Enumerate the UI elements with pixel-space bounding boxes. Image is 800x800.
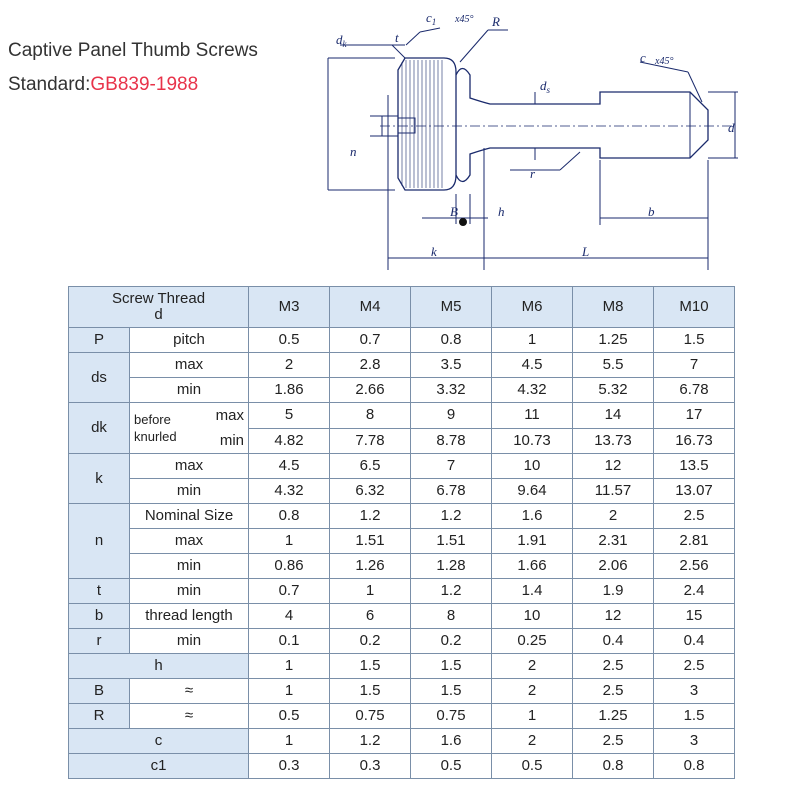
h-label: h xyxy=(498,204,505,219)
table-cell: 4.82 xyxy=(249,428,330,454)
param-label: c1 xyxy=(69,754,249,779)
dk-label: $d_k$ xyxy=(336,32,347,49)
sub-label: min xyxy=(130,579,249,604)
table-cell: 0.4 xyxy=(573,629,654,654)
ds-label: $d_s$ xyxy=(540,78,551,95)
table-cell: 0.8 xyxy=(654,754,735,779)
table-cell: 0.2 xyxy=(411,629,492,654)
table-cell: 1.6 xyxy=(411,729,492,754)
table-cell: 1.66 xyxy=(492,554,573,579)
table-row xyxy=(69,629,735,654)
sub-label: min xyxy=(219,432,244,449)
table-cell: 3 xyxy=(654,679,735,704)
table-cell: 0.75 xyxy=(330,704,411,729)
table-cell: 8 xyxy=(411,604,492,629)
table-cell: 0.8 xyxy=(573,754,654,779)
table-cell: 6.78 xyxy=(411,479,492,504)
knurled-note: before knurled xyxy=(134,412,177,444)
standard-label: Standard: xyxy=(8,74,91,95)
table-cell: 1.9 xyxy=(573,579,654,604)
table-cell: 2.56 xyxy=(654,554,735,579)
dk-sub-labels xyxy=(130,403,249,454)
table-cell: 0.5 xyxy=(249,328,330,353)
k-label: k xyxy=(431,244,437,259)
table-cell: 1 xyxy=(249,729,330,754)
table-cell: 0.4 xyxy=(654,629,735,654)
R-label: R xyxy=(492,14,500,29)
size-header: M4 xyxy=(330,287,411,328)
d-label: d xyxy=(728,120,735,135)
table-row xyxy=(69,704,735,729)
table-cell: 15 xyxy=(654,604,735,629)
table-cell: 2.81 xyxy=(654,529,735,554)
table-row xyxy=(69,554,735,579)
table-cell: 0.75 xyxy=(411,704,492,729)
table-cell: 1 xyxy=(330,579,411,604)
table-cell: 8.78 xyxy=(411,428,492,454)
table-cell: 2 xyxy=(573,504,654,529)
sub-label: min xyxy=(130,479,249,504)
table-cell: 13.5 xyxy=(654,454,735,479)
table-cell: 1 xyxy=(492,328,573,353)
table-cell: 0.2 xyxy=(330,629,411,654)
standard-line xyxy=(8,74,198,96)
table-cell: 0.8 xyxy=(249,504,330,529)
table-cell: 10 xyxy=(492,454,573,479)
table-row xyxy=(69,729,735,754)
sub-label: pitch xyxy=(130,328,249,353)
table-cell: 10 xyxy=(492,604,573,629)
table-cell: 2.5 xyxy=(573,679,654,704)
table-row xyxy=(69,529,735,554)
table-cell: 2.8 xyxy=(330,353,411,378)
size-header: M10 xyxy=(654,287,735,328)
sub-label: min xyxy=(130,554,249,579)
table-row xyxy=(69,679,735,704)
size-header: M5 xyxy=(411,287,492,328)
t-label: t xyxy=(395,30,399,45)
table-cell: 3 xyxy=(654,729,735,754)
table-cell: 16.73 xyxy=(654,428,735,454)
table-cell: 2.5 xyxy=(654,654,735,679)
table-cell: 3.32 xyxy=(411,378,492,403)
table-cell: 6.5 xyxy=(330,454,411,479)
table-cell: 10.73 xyxy=(492,428,573,454)
table-cell: 1.5 xyxy=(411,654,492,679)
table-cell: 0.7 xyxy=(330,328,411,353)
knurl-lines xyxy=(402,60,442,188)
sub-label: thread length xyxy=(130,604,249,629)
table-cell: 0.8 xyxy=(411,328,492,353)
screw-drawing xyxy=(310,0,750,280)
table-cell: 12 xyxy=(573,604,654,629)
table-cell: 1 xyxy=(249,529,330,554)
table-cell: 1 xyxy=(492,704,573,729)
table-cell: 0.5 xyxy=(249,704,330,729)
table-cell: 14 xyxy=(573,403,654,429)
table-cell: 1.25 xyxy=(573,704,654,729)
table-row xyxy=(69,754,735,779)
table-cell: 17 xyxy=(654,403,735,429)
table-cell: 5.32 xyxy=(573,378,654,403)
table-cell: 1.4 xyxy=(492,579,573,604)
table-row xyxy=(69,604,735,629)
table-cell: 0.25 xyxy=(492,629,573,654)
table-cell: 0.3 xyxy=(249,754,330,779)
table-cell: 5.5 xyxy=(573,353,654,378)
table-row xyxy=(69,504,735,529)
r-label: r xyxy=(530,166,536,181)
table-cell: 13.73 xyxy=(573,428,654,454)
table-cell: 2.5 xyxy=(573,729,654,754)
B-label: B xyxy=(450,204,458,219)
param-label: k xyxy=(69,454,130,504)
table-cell: 2 xyxy=(249,353,330,378)
table-row xyxy=(69,403,735,429)
table-cell: 2.66 xyxy=(330,378,411,403)
size-header: M6 xyxy=(492,287,573,328)
table-cell: 2 xyxy=(492,654,573,679)
param-label: P xyxy=(69,328,130,353)
table-row xyxy=(69,328,735,353)
param-label: ds xyxy=(69,353,130,403)
table-cell: 2.5 xyxy=(573,654,654,679)
table-row xyxy=(69,479,735,504)
table-cell: 1.25 xyxy=(573,328,654,353)
param-label: c xyxy=(69,729,249,754)
table-cell: 1.26 xyxy=(330,554,411,579)
table-cell: 2.31 xyxy=(573,529,654,554)
sub-label: min xyxy=(130,629,249,654)
table-cell: 1.5 xyxy=(654,704,735,729)
table-cell: 1.5 xyxy=(411,679,492,704)
param-label: n xyxy=(69,504,130,579)
L-label: L xyxy=(582,244,590,259)
table-cell: 4 xyxy=(249,604,330,629)
screw-thread-header: Screw Thread d xyxy=(69,287,249,328)
param-label: r xyxy=(69,629,130,654)
chamfer-label-tip: x45° xyxy=(655,56,674,67)
table-cell: 1.28 xyxy=(411,554,492,579)
sub-label: max xyxy=(215,407,244,424)
table-cell: 4.32 xyxy=(492,378,573,403)
page-title: Captive Panel Thumb Screws xyxy=(8,40,258,61)
table-cell: 4.5 xyxy=(249,454,330,479)
table-cell: 1.5 xyxy=(330,679,411,704)
table-cell: 1.5 xyxy=(654,328,735,353)
table-cell: 2 xyxy=(492,679,573,704)
table-cell: 1.2 xyxy=(411,579,492,604)
table-cell: 7.78 xyxy=(330,428,411,454)
param-label: t xyxy=(69,579,130,604)
table-row xyxy=(69,654,735,679)
table-cell: 1.6 xyxy=(492,504,573,529)
table-cell: 2 xyxy=(492,729,573,754)
param-label: b xyxy=(69,604,130,629)
table-cell: 9.64 xyxy=(492,479,573,504)
table-cell: 2.4 xyxy=(654,579,735,604)
size-header: M8 xyxy=(573,287,654,328)
table-cell: 2.06 xyxy=(573,554,654,579)
table-cell: 1 xyxy=(249,679,330,704)
table-cell: 3.5 xyxy=(411,353,492,378)
table-cell: 0.7 xyxy=(249,579,330,604)
table-cell: 0.1 xyxy=(249,629,330,654)
table-cell: 6.32 xyxy=(330,479,411,504)
sub-label: Nominal Size xyxy=(130,504,249,529)
table-cell: 13.07 xyxy=(654,479,735,504)
table-cell: 1.2 xyxy=(411,504,492,529)
table-cell: 12 xyxy=(573,454,654,479)
table-header-row xyxy=(69,287,735,328)
sub-label: max xyxy=(130,529,249,554)
table-cell: 1.51 xyxy=(330,529,411,554)
n-label: n xyxy=(350,144,357,159)
table-cell: 0.3 xyxy=(330,754,411,779)
table-cell: 0.5 xyxy=(492,754,573,779)
param-label: B xyxy=(69,679,130,704)
sub-label: max xyxy=(130,353,249,378)
table-cell: 1.51 xyxy=(411,529,492,554)
table-row xyxy=(69,579,735,604)
sub-label: max xyxy=(130,454,249,479)
spec-table xyxy=(68,286,735,779)
table-cell: 1.2 xyxy=(330,504,411,529)
table-cell: 0.5 xyxy=(411,754,492,779)
table-cell: 5 xyxy=(249,403,330,429)
table-row xyxy=(69,454,735,479)
screw-head xyxy=(398,58,456,190)
table-cell: 4.32 xyxy=(249,479,330,504)
slot xyxy=(398,118,415,133)
chamfer-label-head: x45° xyxy=(455,14,474,25)
table-cell: 7 xyxy=(411,454,492,479)
b-label: b xyxy=(648,204,655,219)
table-cell: 2.5 xyxy=(654,504,735,529)
neck xyxy=(456,69,708,182)
c-label: c xyxy=(640,50,646,65)
table-cell: 6 xyxy=(330,604,411,629)
param-label: R xyxy=(69,704,130,729)
table-cell: 1 xyxy=(249,654,330,679)
table-row xyxy=(69,353,735,378)
table-cell: 1.2 xyxy=(330,729,411,754)
table-cell: 6.78 xyxy=(654,378,735,403)
sub-label: ≈ xyxy=(130,704,249,729)
table-cell: 1.5 xyxy=(330,654,411,679)
sub-label: min xyxy=(130,378,249,403)
table-cell: 0.86 xyxy=(249,554,330,579)
table-cell: 4.5 xyxy=(492,353,573,378)
c1-label: $c_1$ xyxy=(426,10,437,27)
standard-code: GB839-1988 xyxy=(90,74,199,95)
param-label: dk xyxy=(69,403,130,454)
table-cell: 9 xyxy=(411,403,492,429)
param-label: h xyxy=(69,654,249,679)
table-cell: 11 xyxy=(492,403,573,429)
table-cell: 7 xyxy=(654,353,735,378)
table-row xyxy=(69,378,735,403)
table-cell: 1.86 xyxy=(249,378,330,403)
center-dot xyxy=(459,218,467,226)
table-cell: 8 xyxy=(330,403,411,429)
table-cell: 11.57 xyxy=(573,479,654,504)
size-header: M3 xyxy=(249,287,330,328)
table-cell: 1.91 xyxy=(492,529,573,554)
sub-label: ≈ xyxy=(130,679,249,704)
